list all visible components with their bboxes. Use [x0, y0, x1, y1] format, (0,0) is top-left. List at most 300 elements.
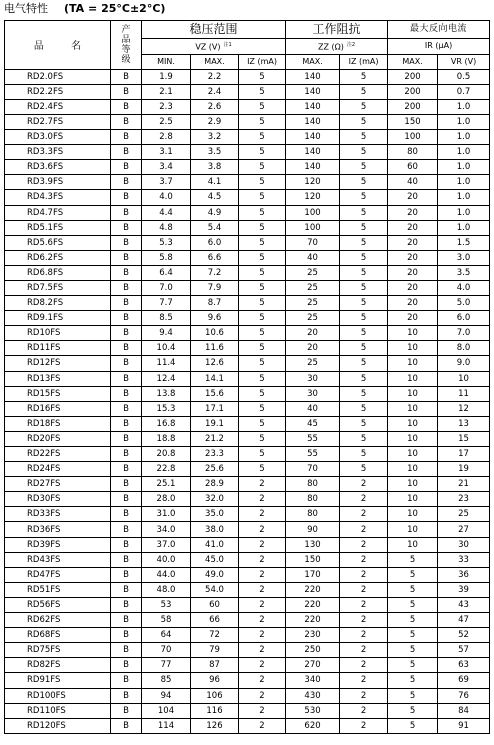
zz-test-current: 5: [340, 265, 388, 280]
table-row: [5, 628, 490, 643]
vz-test-current: 5: [239, 250, 286, 265]
ir-max: 10: [388, 522, 438, 537]
grade: B: [111, 296, 142, 311]
vz-max: 45.0: [191, 552, 239, 567]
ir-max: 20: [388, 311, 438, 326]
col-header-name: 品 名: [5, 21, 111, 70]
note-1: 注1: [223, 42, 232, 48]
vz-test-current: 2: [239, 643, 286, 658]
ir-max: 20: [388, 220, 438, 235]
col-zz-iz: IZ (mA): [340, 54, 388, 69]
vz-test-current: 5: [239, 311, 286, 326]
vr-value: 13: [438, 416, 490, 431]
vz-min: 77: [142, 658, 191, 673]
model-name: RD24FS: [5, 462, 111, 477]
model-name: RD20FS: [5, 431, 111, 446]
grade: B: [111, 99, 142, 114]
model-name: RD4.7FS: [5, 205, 111, 220]
grade: B: [111, 628, 142, 643]
model-name: RD75FS: [5, 643, 111, 658]
ir-max: 60: [388, 160, 438, 175]
grade: B: [111, 326, 142, 341]
symbol-ir: IR (μA): [388, 39, 490, 55]
zz-test-current: 2: [340, 492, 388, 507]
model-name: RD56FS: [5, 597, 111, 612]
ir-max: 20: [388, 250, 438, 265]
vz-min: 4.8: [142, 220, 191, 235]
zz-max: 45: [286, 416, 340, 431]
model-name: RD2.4FS: [5, 99, 111, 114]
model-name: RD51FS: [5, 582, 111, 597]
vz-max: 4.1: [191, 175, 239, 190]
electrical-characteristics-table: [4, 20, 490, 734]
grade: B: [111, 703, 142, 718]
model-name: RD3.0FS: [5, 130, 111, 145]
vr-value: 25: [438, 507, 490, 522]
vz-max: 23.3: [191, 447, 239, 462]
ir-max: 5: [388, 582, 438, 597]
grade: B: [111, 537, 142, 552]
vz-min: 3.7: [142, 175, 191, 190]
col-vz-max: MAX.: [191, 54, 239, 69]
ir-max: 80: [388, 145, 438, 160]
vr-value: 0.5: [438, 69, 490, 84]
vz-test-current: 5: [239, 99, 286, 114]
zz-max: 30: [286, 371, 340, 386]
vz-min: 5.8: [142, 250, 191, 265]
vr-value: 3.5: [438, 265, 490, 280]
zz-test-current: 5: [340, 205, 388, 220]
table-row: [5, 326, 490, 341]
vr-value: 39: [438, 582, 490, 597]
vr-value: 47: [438, 613, 490, 628]
vz-max: 6.6: [191, 250, 239, 265]
grade: B: [111, 552, 142, 567]
zz-test-current: 5: [340, 220, 388, 235]
zz-test-current: 2: [340, 643, 388, 658]
vz-min: 12.4: [142, 371, 191, 386]
vz-min: 7.0: [142, 280, 191, 295]
zz-test-current: 5: [340, 145, 388, 160]
zz-max: 140: [286, 84, 340, 99]
vz-test-current: 5: [239, 371, 286, 386]
zz-test-current: 5: [340, 386, 388, 401]
symbol-vz-text: VZ (V): [195, 42, 221, 52]
vz-max: 25.6: [191, 462, 239, 477]
model-name: RD68FS: [5, 628, 111, 643]
grade: B: [111, 175, 142, 190]
model-name: RD9.1FS: [5, 311, 111, 326]
vz-min: 6.4: [142, 265, 191, 280]
vz-test-current: 5: [239, 205, 286, 220]
ir-max: 20: [388, 235, 438, 250]
zz-test-current: 5: [340, 462, 388, 477]
vr-value: 76: [438, 688, 490, 703]
section-heading: 电气特性: [4, 2, 48, 15]
vz-test-current: 5: [239, 386, 286, 401]
vz-min: 31.0: [142, 507, 191, 522]
vz-test-current: 5: [239, 145, 286, 160]
model-name: RD5.1FS: [5, 220, 111, 235]
vz-max: 87: [191, 658, 239, 673]
zz-max: 270: [286, 658, 340, 673]
zz-test-current: 2: [340, 537, 388, 552]
table-row: [5, 296, 490, 311]
vz-min: 70: [142, 643, 191, 658]
vz-max: 2.6: [191, 99, 239, 114]
vz-max: 10.6: [191, 326, 239, 341]
zz-max: 530: [286, 703, 340, 718]
col-zz-max: MAX.: [286, 54, 340, 69]
table-row: [5, 265, 490, 280]
table-body: [5, 69, 490, 733]
vr-value: 1.0: [438, 130, 490, 145]
model-name: RD10FS: [5, 326, 111, 341]
vz-max: 126: [191, 718, 239, 733]
grade: B: [111, 265, 142, 280]
vz-max: 32.0: [191, 492, 239, 507]
model-name: RD6.2FS: [5, 250, 111, 265]
vz-test-current: 5: [239, 280, 286, 295]
vr-value: 12: [438, 401, 490, 416]
table-row: [5, 507, 490, 522]
zz-test-current: 5: [340, 311, 388, 326]
vz-min: 8.5: [142, 311, 191, 326]
vz-min: 40.0: [142, 552, 191, 567]
table-row: [5, 522, 490, 537]
vz-max: 49.0: [191, 567, 239, 582]
vz-test-current: 5: [239, 69, 286, 84]
vz-test-current: 5: [239, 265, 286, 280]
vz-min: 3.1: [142, 145, 191, 160]
vz-test-current: 5: [239, 431, 286, 446]
vz-max: 3.8: [191, 160, 239, 175]
vz-min: 53: [142, 597, 191, 612]
zz-test-current: 5: [340, 235, 388, 250]
vr-value: 7.0: [438, 326, 490, 341]
zz-test-current: 5: [340, 99, 388, 114]
zz-max: 140: [286, 99, 340, 114]
vz-test-current: 5: [239, 401, 286, 416]
table-row: [5, 431, 490, 446]
zz-test-current: 5: [340, 69, 388, 84]
grade: B: [111, 235, 142, 250]
vz-max: 60: [191, 597, 239, 612]
vz-test-current: 2: [239, 597, 286, 612]
zz-test-current: 5: [340, 114, 388, 129]
model-name: RD7.5FS: [5, 280, 111, 295]
table-row: [5, 401, 490, 416]
zz-max: 80: [286, 477, 340, 492]
vz-test-current: 2: [239, 537, 286, 552]
ir-max: 10: [388, 386, 438, 401]
zz-test-current: 5: [340, 356, 388, 371]
model-name: RD3.6FS: [5, 160, 111, 175]
table-row: [5, 477, 490, 492]
model-name: RD62FS: [5, 613, 111, 628]
vz-min: 5.3: [142, 235, 191, 250]
zz-test-current: 5: [340, 250, 388, 265]
grade: B: [111, 718, 142, 733]
zz-max: 170: [286, 567, 340, 582]
model-name: RD33FS: [5, 507, 111, 522]
zz-test-current: 5: [340, 296, 388, 311]
zz-test-current: 2: [340, 567, 388, 582]
vr-value: 4.0: [438, 280, 490, 295]
note-2: 注2: [346, 42, 356, 48]
vz-max: 79: [191, 643, 239, 658]
zz-max: 120: [286, 175, 340, 190]
vz-min: 28.0: [142, 492, 191, 507]
vr-value: 63: [438, 658, 490, 673]
zz-test-current: 5: [340, 431, 388, 446]
vz-min: 16.8: [142, 416, 191, 431]
model-name: RD91FS: [5, 673, 111, 688]
zz-max: 100: [286, 205, 340, 220]
vz-min: 104: [142, 703, 191, 718]
grade: B: [111, 250, 142, 265]
vz-min: 11.4: [142, 356, 191, 371]
vr-value: 1.0: [438, 175, 490, 190]
ir-max: 10: [388, 356, 438, 371]
vz-max: 17.1: [191, 401, 239, 416]
group-header-reverse-current: 最大反向电流: [388, 21, 490, 39]
table-row: [5, 492, 490, 507]
vz-test-current: 2: [239, 658, 286, 673]
vz-min: 2.1: [142, 84, 191, 99]
zz-max: 120: [286, 190, 340, 205]
vr-value: 1.0: [438, 160, 490, 175]
zz-max: 20: [286, 341, 340, 356]
zz-test-current: 5: [340, 326, 388, 341]
table-row: [5, 99, 490, 114]
vz-test-current: 5: [239, 190, 286, 205]
zz-max: 140: [286, 130, 340, 145]
test-condition: (TA = 25°C±2°C): [64, 2, 166, 15]
model-name: RD120FS: [5, 718, 111, 733]
zz-max: 55: [286, 447, 340, 462]
vr-value: 19: [438, 462, 490, 477]
grade: B: [111, 673, 142, 688]
table-row: [5, 447, 490, 462]
model-name: RD4.3FS: [5, 190, 111, 205]
table-row: [5, 220, 490, 235]
grade: B: [111, 69, 142, 84]
vz-min: 15.3: [142, 401, 191, 416]
vz-min: 37.0: [142, 537, 191, 552]
ir-max: 150: [388, 114, 438, 129]
model-name: RD15FS: [5, 386, 111, 401]
vz-test-current: 5: [239, 296, 286, 311]
ir-max: 20: [388, 265, 438, 280]
vz-max: 3.2: [191, 130, 239, 145]
ir-max: 10: [388, 341, 438, 356]
grade: B: [111, 371, 142, 386]
ir-max: 5: [388, 628, 438, 643]
grade: B: [111, 462, 142, 477]
ir-max: 20: [388, 190, 438, 205]
vz-min: 2.8: [142, 130, 191, 145]
symbol-zz: [286, 39, 388, 55]
ir-max: 10: [388, 401, 438, 416]
table-row: [5, 673, 490, 688]
col-header-grade: [111, 21, 142, 70]
vr-value: 15: [438, 431, 490, 446]
vr-value: 6.0: [438, 311, 490, 326]
vz-test-current: 2: [239, 703, 286, 718]
ir-max: 10: [388, 371, 438, 386]
zz-test-current: 5: [340, 401, 388, 416]
grade: B: [111, 431, 142, 446]
zz-max: 25: [286, 311, 340, 326]
ir-max: 20: [388, 296, 438, 311]
ir-max: 10: [388, 447, 438, 462]
table-row: [5, 190, 490, 205]
vr-value: 84: [438, 703, 490, 718]
vz-max: 8.7: [191, 296, 239, 311]
zz-test-current: 5: [340, 160, 388, 175]
vr-value: 43: [438, 597, 490, 612]
zz-test-current: 2: [340, 597, 388, 612]
model-name: RD13FS: [5, 371, 111, 386]
grade: B: [111, 160, 142, 175]
vr-value: 10: [438, 371, 490, 386]
vz-min: 3.4: [142, 160, 191, 175]
grade-char: 等: [121, 44, 131, 55]
model-name: RD110FS: [5, 703, 111, 718]
col-vz-iz: IZ (mA): [239, 54, 286, 69]
table-row: [5, 688, 490, 703]
vz-min: 48.0: [142, 582, 191, 597]
vz-max: 41.0: [191, 537, 239, 552]
zz-max: 70: [286, 235, 340, 250]
zz-max: 100: [286, 220, 340, 235]
grade: B: [111, 522, 142, 537]
zz-test-current: 2: [340, 477, 388, 492]
zz-test-current: 2: [340, 628, 388, 643]
model-name: RD18FS: [5, 416, 111, 431]
table-row: [5, 205, 490, 220]
ir-max: 10: [388, 326, 438, 341]
grade: B: [111, 582, 142, 597]
vz-test-current: 5: [239, 114, 286, 129]
vr-value: 3.0: [438, 250, 490, 265]
vz-test-current: 2: [239, 718, 286, 733]
zz-test-current: 2: [340, 507, 388, 522]
grade: B: [111, 311, 142, 326]
vz-max: 6.0: [191, 235, 239, 250]
model-name: RD8.2FS: [5, 296, 111, 311]
zz-test-current: 2: [340, 703, 388, 718]
vz-test-current: 5: [239, 447, 286, 462]
zz-max: 25: [286, 265, 340, 280]
zz-test-current: 5: [340, 84, 388, 99]
vr-value: 1.5: [438, 235, 490, 250]
vz-max: 38.0: [191, 522, 239, 537]
ir-max: 40: [388, 175, 438, 190]
vz-min: 2.5: [142, 114, 191, 129]
table-row: [5, 613, 490, 628]
vr-value: 8.0: [438, 341, 490, 356]
vz-max: 2.2: [191, 69, 239, 84]
vr-value: 27: [438, 522, 490, 537]
ir-max: 5: [388, 658, 438, 673]
vz-max: 15.6: [191, 386, 239, 401]
table-row: [5, 718, 490, 733]
table-row: [5, 416, 490, 431]
vz-max: 9.6: [191, 311, 239, 326]
vz-min: 34.0: [142, 522, 191, 537]
grade: B: [111, 114, 142, 129]
vz-min: 4.0: [142, 190, 191, 205]
vz-min: 9.4: [142, 326, 191, 341]
grade: B: [111, 341, 142, 356]
grade: B: [111, 190, 142, 205]
model-name: RD30FS: [5, 492, 111, 507]
zz-max: 140: [286, 160, 340, 175]
vz-test-current: 5: [239, 220, 286, 235]
zz-max: 140: [286, 69, 340, 84]
grade: B: [111, 130, 142, 145]
zz-test-current: 5: [340, 130, 388, 145]
table-row: [5, 537, 490, 552]
ir-max: 5: [388, 718, 438, 733]
table-row: [5, 311, 490, 326]
ir-max: 200: [388, 99, 438, 114]
ir-max: 200: [388, 69, 438, 84]
vz-test-current: 2: [239, 613, 286, 628]
col-vr: VR (V): [438, 54, 490, 69]
zz-test-current: 5: [340, 190, 388, 205]
table-row: [5, 567, 490, 582]
zz-max: 220: [286, 597, 340, 612]
vz-min: 7.7: [142, 296, 191, 311]
zz-test-current: 2: [340, 613, 388, 628]
grade: B: [111, 205, 142, 220]
model-name: RD36FS: [5, 522, 111, 537]
ir-max: 200: [388, 84, 438, 99]
vr-value: 36: [438, 567, 490, 582]
vz-test-current: 2: [239, 673, 286, 688]
vz-max: 106: [191, 688, 239, 703]
table-row: [5, 356, 490, 371]
ir-max: 5: [388, 552, 438, 567]
grade: B: [111, 658, 142, 673]
zz-max: 25: [286, 280, 340, 295]
vz-test-current: 5: [239, 356, 286, 371]
table-row: [5, 175, 490, 190]
vz-max: 7.2: [191, 265, 239, 280]
ir-max: 10: [388, 416, 438, 431]
zz-test-current: 2: [340, 658, 388, 673]
ir-max: 20: [388, 280, 438, 295]
vr-value: 1.0: [438, 145, 490, 160]
zz-test-current: 5: [340, 280, 388, 295]
vz-max: 96: [191, 673, 239, 688]
vz-min: 20.8: [142, 447, 191, 462]
vr-value: 30: [438, 537, 490, 552]
vz-test-current: 5: [239, 130, 286, 145]
vz-max: 4.9: [191, 205, 239, 220]
grade: B: [111, 597, 142, 612]
vz-max: 28.9: [191, 477, 239, 492]
zz-test-current: 5: [340, 341, 388, 356]
ir-max: 5: [388, 613, 438, 628]
vr-value: 57: [438, 643, 490, 658]
model-name: RD22FS: [5, 447, 111, 462]
table-row: [5, 703, 490, 718]
ir-max: 10: [388, 507, 438, 522]
